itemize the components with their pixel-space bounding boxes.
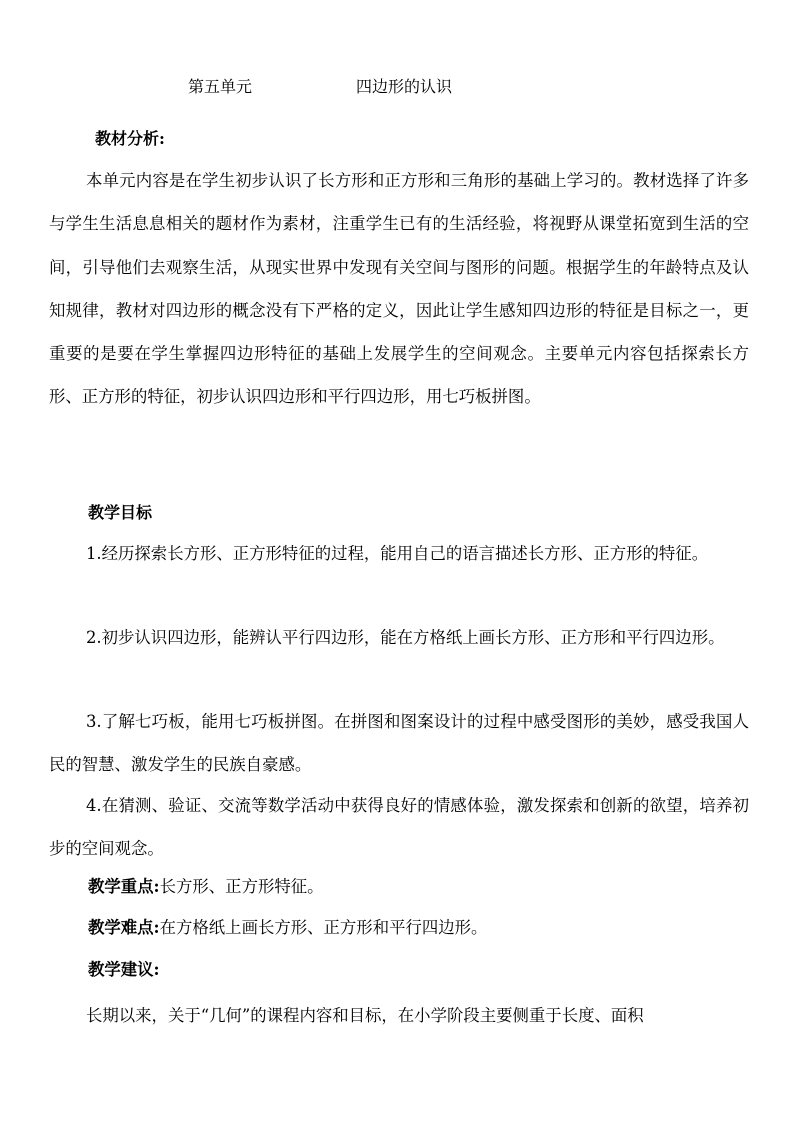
analysis-paragraph: 本单元内容是在学生初步认识了长方形和正方形和三角形的基础上学习的。教材选择了许多与学生生活息息相关的题材作为素材，注重学生已有的生活经验，将视野从课堂拓宽到生活的空间，引导他们去观察生活，从现实世界中发现有关空间与图形的问题。根据学生的年龄特点及认知规律，教材对四边形的概念没有下严格的定义，因此让学生感知四边形的特征是目标之一，更重要的是要在学生掌握四边形特征的基础上发展学生的空间观念。主要单元内容包括探索长方形、正方形的特征，初步认识四边形和平行四边形，用七巧板拼图。	[49, 171, 749, 407]
goal-item-3: 3.了解七巧板，能用七巧板拼图。在拼图和图案设计的过程中感受图形的美妙，感受我国人民的智慧、激发学生的民族自豪感。	[49, 712, 749, 775]
difficulty-label: 教学难点:	[88, 918, 160, 937]
key-point-line	[88, 877, 324, 897]
analysis-heading: 教材分析:	[95, 129, 165, 148]
suggestion-paragraph: 长期以来，关于“几何”的课程内容和目标，在小学阶段主要侧重于长度、面积	[86, 1006, 644, 1025]
page-title	[0, 74, 794, 98]
unit-title: 四边形的认识	[356, 77, 453, 96]
suggestion-label: 教学建议:	[88, 960, 160, 979]
difficulty-text: 在方格纸上画长方形、正方形和平行四边形。	[159, 918, 488, 937]
goal-item-2: 2.初步认识四边形，能辨认平行四边形，能在方格纸上画长方形、正方形和平行四边形。	[86, 628, 725, 647]
goal-item-4: 4.在猜测、验证、交流等数学活动中获得良好的情感体验，激发探索和创新的欲望，培养初步的空间观念。	[49, 796, 749, 859]
difficulty-line	[88, 918, 487, 938]
goals-heading: 教学目标	[88, 503, 153, 522]
key-point-label: 教学重点:	[88, 877, 160, 896]
key-point-text: 长方形、正方形特征。	[159, 877, 324, 896]
suggestion-heading-line	[88, 960, 160, 980]
goal-item-1: 1.经历探索长方形、正方形特征的过程，能用自己的语言描述长方形、正方形的特征。	[86, 544, 709, 563]
unit-label: 第五单元	[188, 77, 253, 96]
